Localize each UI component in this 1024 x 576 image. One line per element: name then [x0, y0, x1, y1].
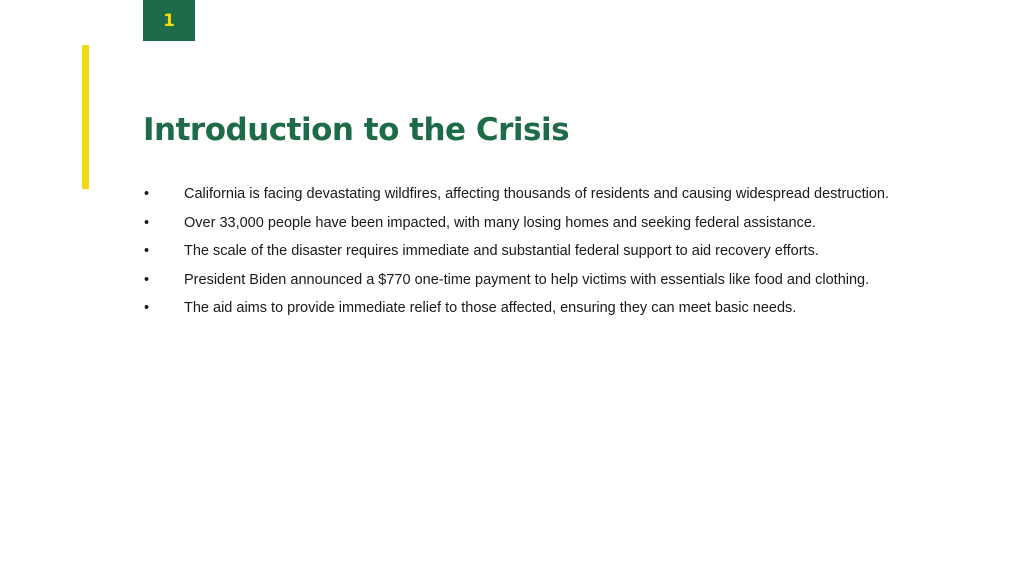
bullet-icon: • [144, 214, 150, 231]
slide-number: 1 [163, 10, 175, 31]
bullet-icon: • [144, 243, 150, 259]
slide-number-badge [143, 0, 195, 41]
bullet-text: Over 33,000 people have been impacted, with many losing homes and seeking federal assistance. [184, 214, 816, 231]
bullet-item [143, 180, 944, 209]
bullet-text: President Biden announced a $770 one-time payment to help victims with essentials like food and clothing. [184, 271, 870, 288]
bullet-item [143, 237, 944, 266]
bullet-text: California is facing devastating wildfires, affecting thousands of residents and causing widespread destruction. [184, 186, 889, 202]
bullet-item [143, 294, 944, 323]
bullet-item [143, 209, 944, 238]
bullet-icon: • [144, 300, 150, 316]
bullet-list [143, 180, 944, 323]
bullet-item [143, 266, 944, 295]
bullet-icon: • [144, 271, 150, 288]
accent-bar [82, 45, 89, 189]
bullet-icon: • [144, 186, 150, 202]
slide-title: Introduction to the Crisis [143, 112, 570, 148]
bullet-text: The aid aims to provide immediate relief to those affected, ensuring they can meet basic needs. [184, 300, 797, 316]
bullet-text: The scale of the disaster requires immediate and substantial federal support to aid recovery efforts. [184, 243, 819, 259]
